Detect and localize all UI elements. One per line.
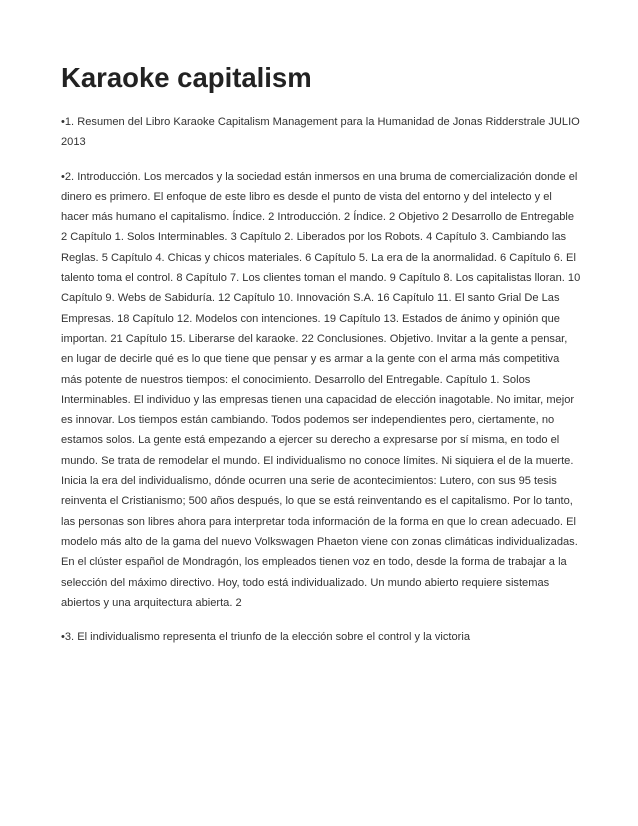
paragraph-1: •1. Resumen del Libro Karaoke Capitalism Management para la Humanidad de Jonas Ridderstrale JULIO 2013 [61, 116, 580, 149]
paragraph-3: •3. El individualismo representa el triunfo de la elección sobre el control y la victoria [61, 631, 471, 644]
paragraph-2: •2. Introducción. Los mercados y la sociedad están inmersos en una bruma de comercialización donde el dinero es primero. El enfoque de este libro es desde el punto de vista del entorno y del intelecto y el hacer más humano el capitalismo. Índice. 2 Introducción. 2 Índice. 2 Objetivo 2 Desarrollo de Entregable 2 Capítulo 1. Solos Interminables. 3 Capítulo 2. Liberados por los Robots. 4 Capítulo 3. Cambiando las Reglas. 5 Capítulo 4. Chicas y chicos materiales. 6 Capítulo 5. La era de la anormalidad. 6 Capítulo 6. El talento toma el control. 8 Capítulo 7. Los clientes toman el mando. 9 Capítulo 8. Los capitalistas lloran. 10 Capítulo 9. Webs de Sabiduría. 12 Capítulo 10. Innovación S.A. 16 Capítulo 11. El santo Grial De Las Empresas. 18 Capítulo 12. Modelos con intenciones. 19 Capítulo 13. Estados de ánimo y opinión que importan. 21 Capítulo 15. Liberarse del karaoke. 22 Conclusiones. Objetivo. Invitar a la gente a pensar, en lugar de decirle qué es lo que tiene que pensar y es armar a la gente con el arma más competitiva más potente de nuestros tiempos: el conocimiento. Desarrollo del Entregable. Capítulo 1. Solos Interminables. El individuo y las empresas tienen una capacidad de elección inagotable. No imitar, mejor es innovar. Los tiempos están cambiando. Todos podemos ser independientes pero, ciertamente, no estamos solos. La gente está empezando a ejercer su derecho a expresarse por sí misma, en todo el mundo. Se trata de remodelar el mundo. El individualismo no conoce límites. Ni siquiera el de la muerte. Inicia la era del individualismo, dónde ocurren una serie de acontecimientos: Lutero, con sus 95 tesis reinventa el Cristianismo; 500 años después, lo que se está reinventando es el capitalismo. Por lo tanto, las personas son libres ahora para interpretar toda información de la forma en que lo crean adecuado. El modelo más alto de la gama del nuevo Volkswagen Phaeton viene con zonas climáticas individualizadas. En el clúster español de Mondragón, los empleados tienen voz en todo, desde la forma de trabajar a la selección del máximo directivo. Hoy, todo está individualizado. Un mundo abierto requiere sistemas abiertos y una arquitectura abierta. 2 [61, 170, 581, 609]
document-title: Karaoke capitalism [61, 62, 312, 93]
document-page [61, 62, 581, 647]
